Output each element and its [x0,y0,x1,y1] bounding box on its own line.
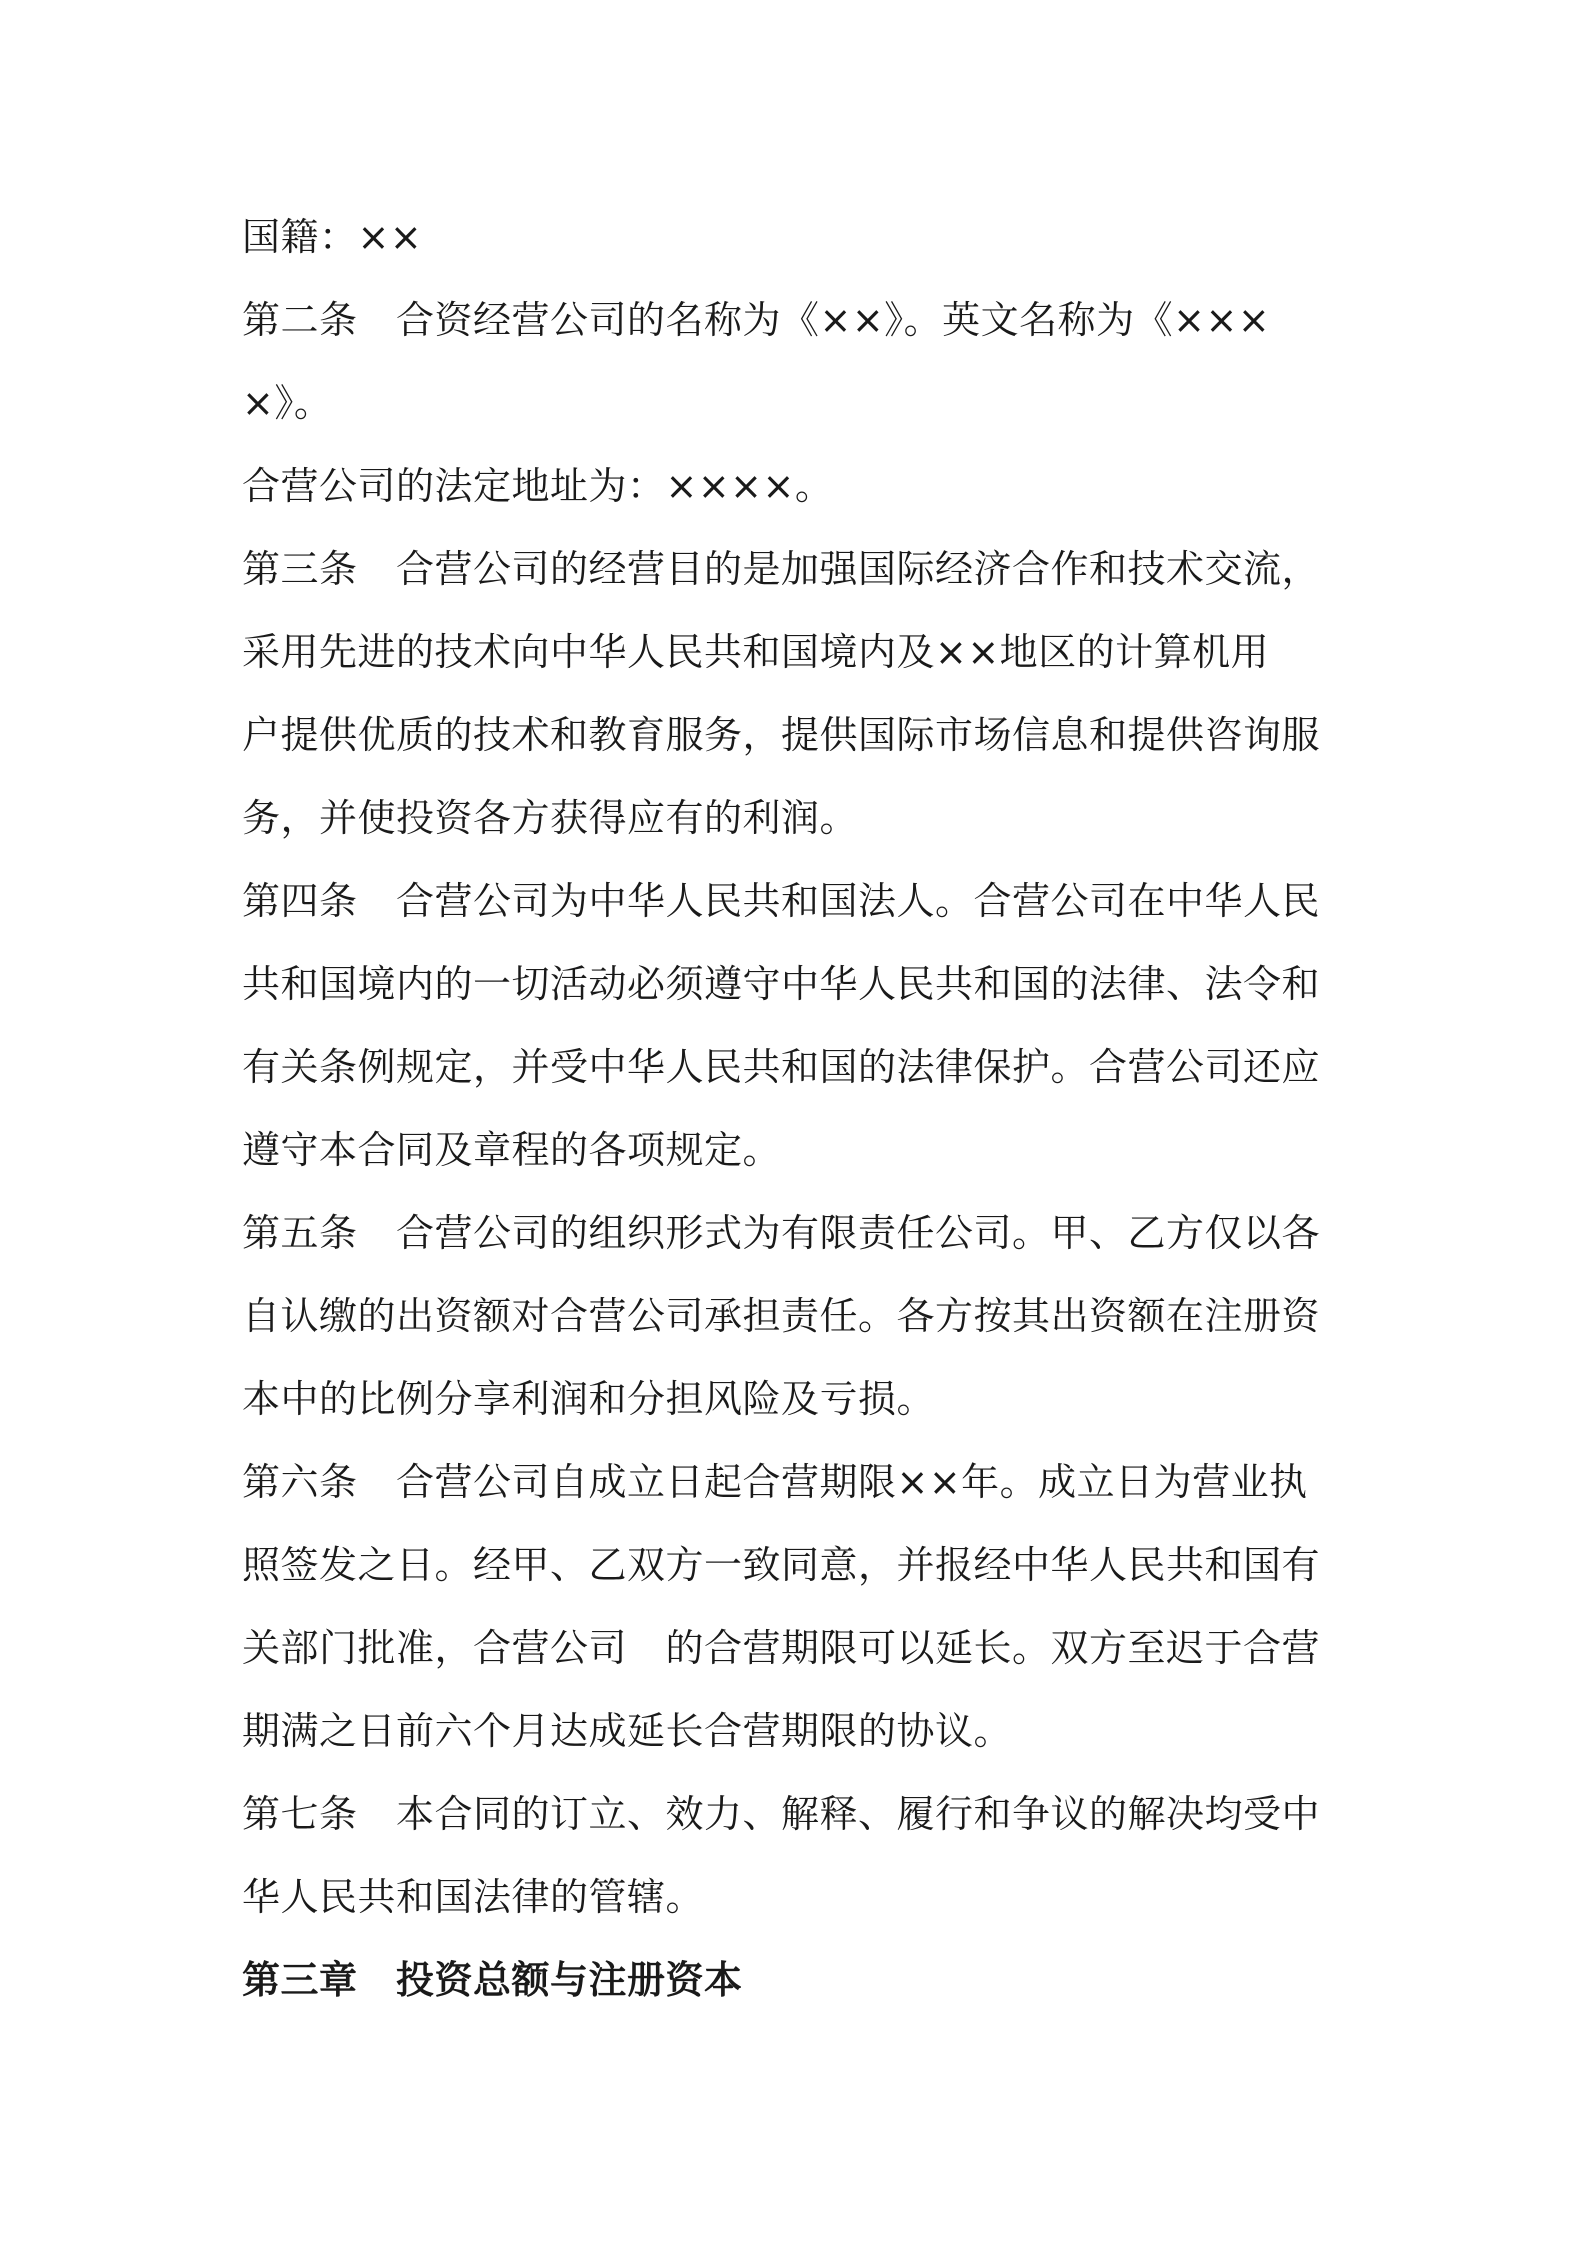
text-line: 合营公司的法定地址为：××××。 [242,464,834,508]
text-line: 期满之日前六个月达成延长合营期限的协议。 [242,1709,1013,1753]
text-line: 华人民共和国法律的管辖。 [242,1875,705,1919]
article-7-heading-line: 第七条 本合同的订立、效力、解释、履行和争议的解决均受中 [242,1792,1321,1836]
text-line: 本中的比例分享利润和分担风险及亏损。 [242,1377,936,1421]
article-4-heading-line: 第四条 合营公司为中华人民共和国法人。合营公司在中华人民 [242,879,1321,923]
text-line: ×》。 [242,381,333,425]
chapter-3-heading: 第三章 投资总额与注册资本 [242,1958,743,2002]
text-line: 遵守本合同及章程的各项规定。 [242,1128,782,1172]
text-line: 有关条例规定，并受中华人民共和国的法律保护。合营公司还应 [242,1045,1321,1089]
text-line: 关部门批准，合营公司 的合营期限可以延长。双方至迟于合营 [242,1626,1321,1670]
article-2-heading-line: 第二条 合资经营公司的名称为《××》。英文名称为《××× [242,298,1271,342]
text-line: 自认缴的出资额对合营公司承担责任。各方按其出资额在注册资 [242,1294,1321,1338]
text-line: 采用先进的技术向中华人民共和国境内及××地区的计算机用 [242,630,1270,674]
text-line: 照签发之日。经甲、乙双方一致同意，并报经中华人民共和国有 [242,1543,1321,1587]
article-5-heading-line: 第五条 合营公司的组织形式为有限责任公司。甲、乙方仅以各 [242,1211,1321,1255]
text-line: 共和国境内的一切活动必须遵守中华人民共和国的法律、法令和 [242,962,1321,1006]
text-line: 国籍：×× [242,215,423,259]
article-3-heading-line: 第三条 合营公司的经营目的是加强国际经济合作和技术交流， [242,547,1321,591]
article-6-heading-line: 第六条 合营公司自成立日起合营期限××年。成立日为营业执 [242,1460,1308,1504]
text-line: 户提供优质的技术和教育服务，提供国际市场信息和提供咨询服 [242,713,1321,757]
text-line: 务，并使投资各方获得应有的利润。 [242,796,859,840]
document-page [242,196,1352,2022]
